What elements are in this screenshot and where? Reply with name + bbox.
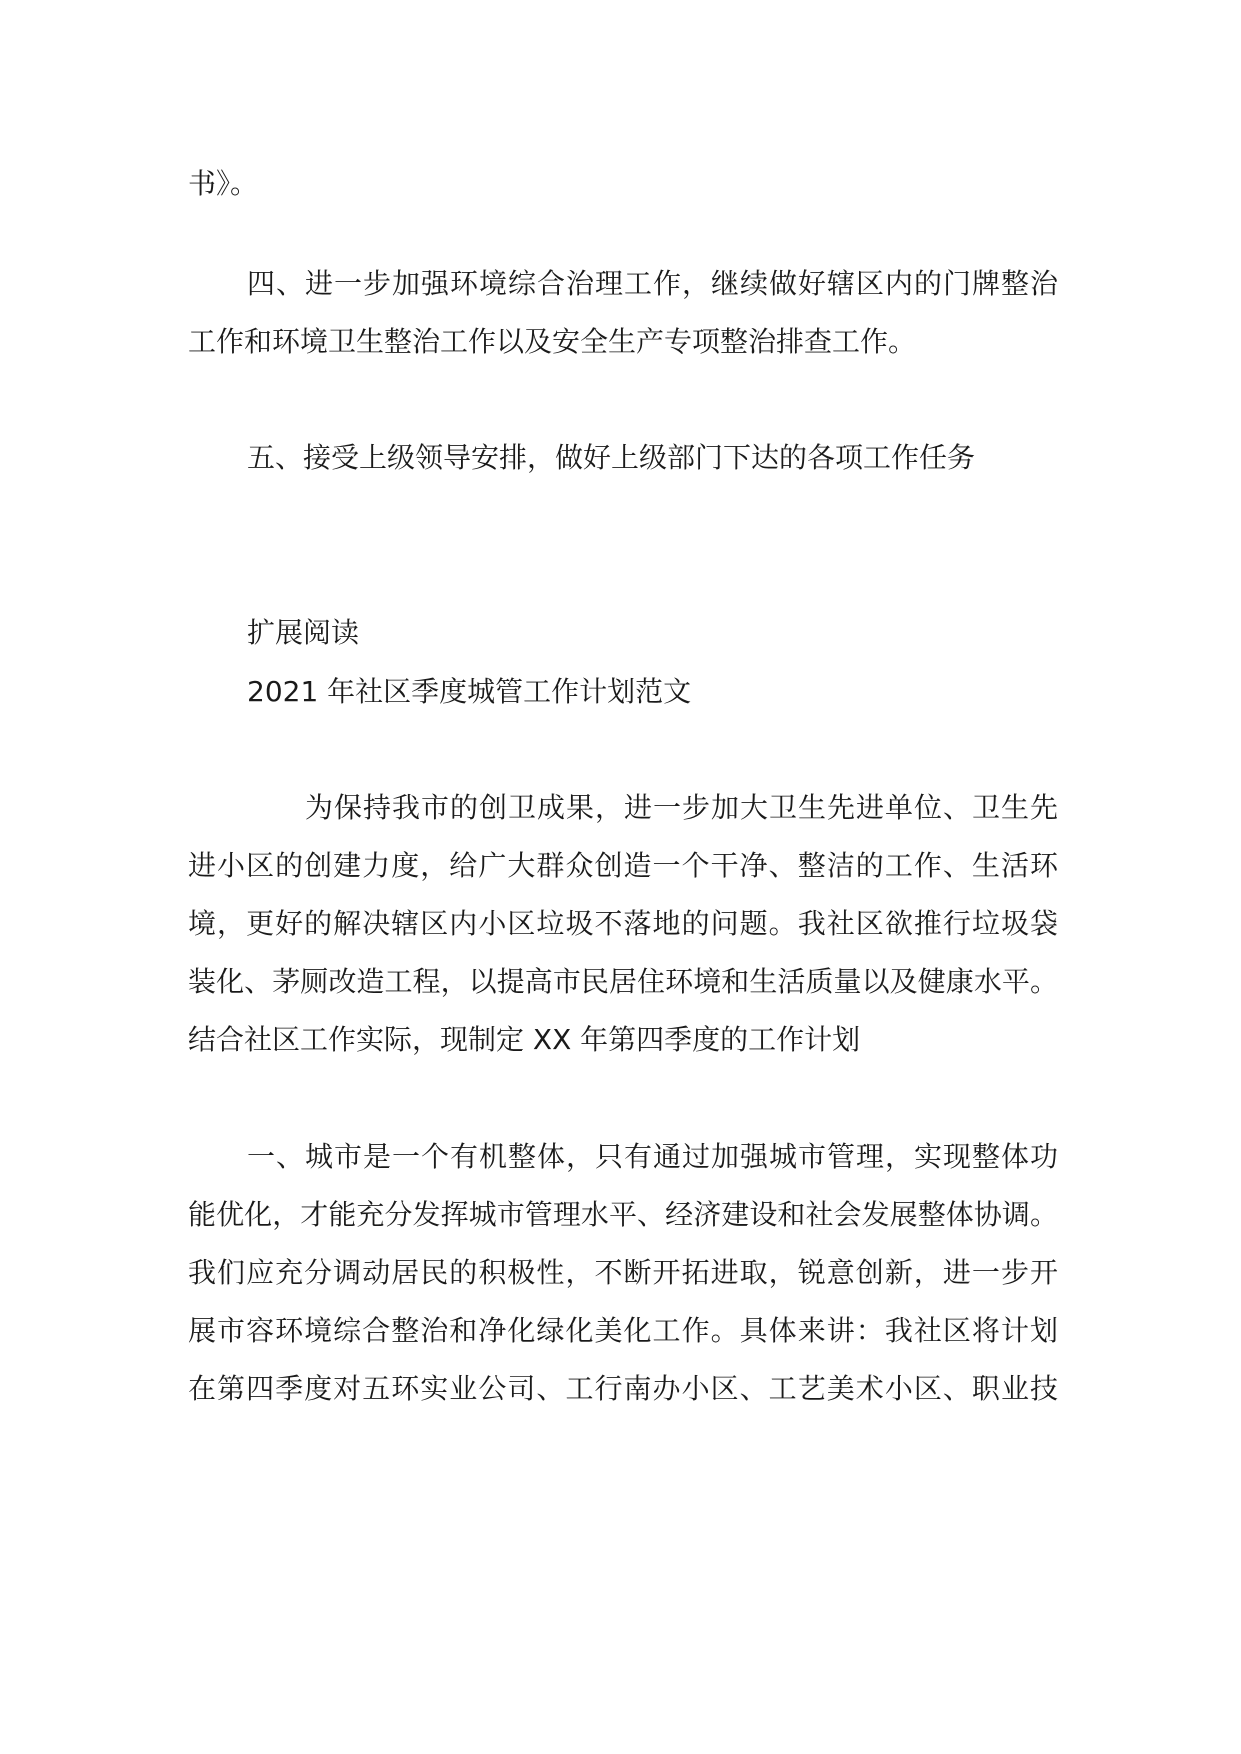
- text-line: 进小区的创建力度，给广大群众创造一个干净、整洁的工作、生活环: [188, 849, 1058, 882]
- text-line: 一、城市是一个有机整体，只有通过加强城市管理，实现整体功: [247, 1140, 1058, 1173]
- text-line: 我们应充分调动居民的积极性，不断开拓进取，锐意创新，进一步开: [188, 1256, 1058, 1289]
- text-line: 境，更好的解决辖区内小区垃圾不落地的问题。我社区欲推行垃圾袋: [188, 907, 1058, 940]
- text-line: 展市容环境综合整治和净化绿化美化工作。具体来讲：我社区将计划: [188, 1314, 1058, 1347]
- text-line: 工作和环境卫生整治工作以及安全生产专项整治排查工作。: [188, 325, 917, 358]
- text-line: 书》。: [188, 167, 259, 200]
- text-line: 在第四季度对五环实业公司、工行南办小区、工艺美术小区、职业技: [188, 1372, 1058, 1405]
- text-line: 装化、茅厕改造工程，以提高市民居住环境和生活质量以及健康水平。: [188, 965, 1058, 998]
- text-line: 结合社区工作实际，现制定 XX 年第四季度的工作计划: [188, 1023, 861, 1056]
- text-line: 为保持我市的创卫成果，进一步加大卫生先进单位、卫生先: [305, 791, 1058, 824]
- text-line: 四、进一步加强环境综合治理工作，继续做好辖区内的门牌整治: [247, 267, 1058, 300]
- text-line: 五、接受上级领导安排，做好上级部门下达的各项工作任务: [247, 441, 976, 474]
- article-title: 2021 年社区季度城管工作计划范文: [247, 675, 692, 708]
- section-heading: 扩展阅读: [247, 616, 360, 649]
- text-line: 能优化，才能充分发挥城市管理水平、经济建设和社会发展整体协调。: [188, 1198, 1058, 1231]
